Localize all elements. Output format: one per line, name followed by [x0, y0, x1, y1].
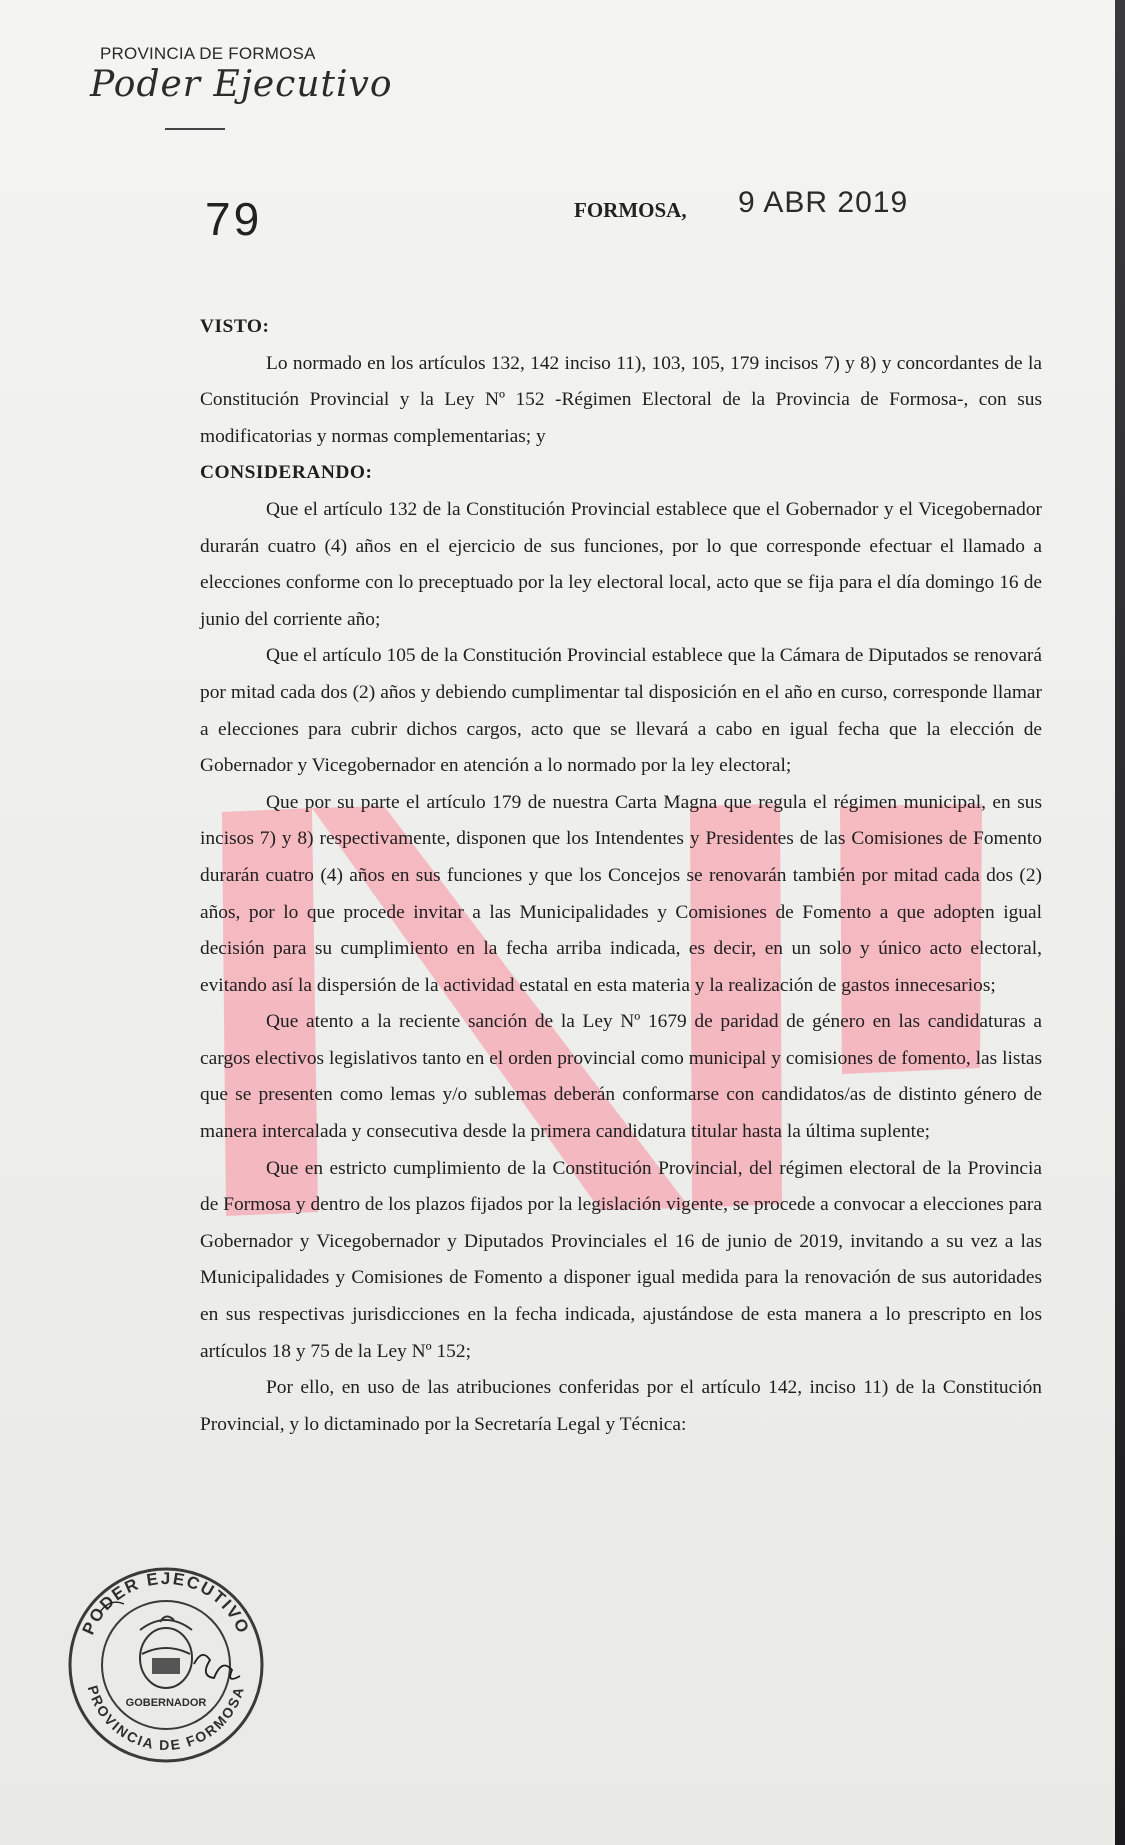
paragraph: Que por su parte el artículo 179 de nuestra Carta Magna que regula el régimen municipal, en sus incisos 7) y 8) respectivamente, disponen que los Intendentes y Presidentes de las Comisiones de Fomento durarán cuatro (4) años en sus funciones y que los Concejos se renovarán también por mitad cada dos (2) años, por lo que procede invitar a las Municipalidades y Comisiones de Fomento a que adopten igual decisión para su cumplimiento en la fecha arriba indicada, es decir, en un solo y único acto electoral, evitando así la dispersión de la actividad estatal en esta materia y la realización de gastos innecesarios;	[200, 791, 1042, 996]
paragraph: Que el artículo 132 de la Constitución Provincial establece que el Gobernador y el Vicegobernador durarán cuatro (4) años en el ejercicio de sus funciones, por lo que corresponde efectuar el llamado a elecciones conforme con lo preceptuado por la ley electoral local, acto que se fija para el día domingo 16 de junio del corriente año;	[200, 498, 1042, 630]
considerando-heading: CONSIDERANDO:	[200, 462, 373, 484]
paragraph: Por ello, en uso de las atribuciones conferidas por el artículo 142, inciso 11) de la Constitución Provincial, y lo dictaminado por la Secretaría Legal y Técnica:	[200, 1377, 1042, 1435]
visto-heading: VISTO:	[200, 316, 270, 337]
seal-center-text: GOBERNADOR	[125, 1697, 207, 1709]
document-place: FORMOSA,	[574, 198, 687, 222]
official-seal	[66, 1550, 266, 1770]
paragraph: Que atento a la reciente sanción de la Ley Nº 1679 de paridad de género en las candidaturas a cargos electivos legislativos tanto en el orden provincial como municipal y comisiones de fomento, las listas que se presenten como lemas y/o sublemas deberán conformarse con candidatos/as de distinto género de manera intercalada y consecutiva desde la primera candidatura titular hasta la última suplente;	[200, 1011, 1042, 1143]
letterhead-rule	[165, 128, 225, 130]
signature-scribble	[194, 1655, 240, 1679]
letterhead-province: PROVINCIA DE FORMOSA	[100, 44, 316, 63]
paragraph: Que en estricto cumplimiento de la Constitución Provincial, del régimen electoral de la Provincia de Formosa y dentro de los plazos fijados por la legislación vigente, se procede a convocar a elecciones para Gobernador y Vicegobernador y Diputados Provinciales el 16 de junio de 2019, invitando a su vez a las Municipalidades y Comisiones de Fomento a disponer igual medida para la renovación de sus autoridades en sus respectivas jurisdicciones en la fecha indicada, ajustándose de esta manera a lo prescripto en los artículos 18 y 75 de la Ley Nº 152;	[200, 1157, 1042, 1362]
date-stamp: 9 ABR 2019	[738, 186, 909, 219]
coat-of-arms-icon	[140, 1616, 192, 1688]
background-surface	[1115, 0, 1125, 1845]
paragraph: Que el artículo 105 de la Constitución Provincial establece que la Cámara de Diputados se renovará por mitad cada dos (2) años y debiendo cumplimentar tal disposición en el año en curso, corresponde llamar a elecciones para cubrir dichos cargos, acto que se llevará a cabo en igual fecha que la elección de Gobernador y Vicegobernador en atención a lo normado por la ley electoral;	[200, 645, 1042, 777]
seal-top-text: PODER EJECUTIVO	[78, 1568, 254, 1638]
letterhead-branch: Poder Ejecutivo	[90, 64, 393, 105]
seal-bottom-text: PROVINCIA DE FORMOSA	[84, 1683, 248, 1754]
document-body	[200, 309, 1042, 1443]
visto-paragraph: Lo normado en los artículos 132, 142 inciso 11), 103, 105, 179 incisos 7) y 8) y concordantes de la Constitución Provincial y la Ley Nº 152 -Régimen Electoral de la Provincia de Formosa-, con sus modificatorias y normas complementarias; y	[200, 352, 1042, 447]
decree-number: 79	[205, 193, 263, 245]
